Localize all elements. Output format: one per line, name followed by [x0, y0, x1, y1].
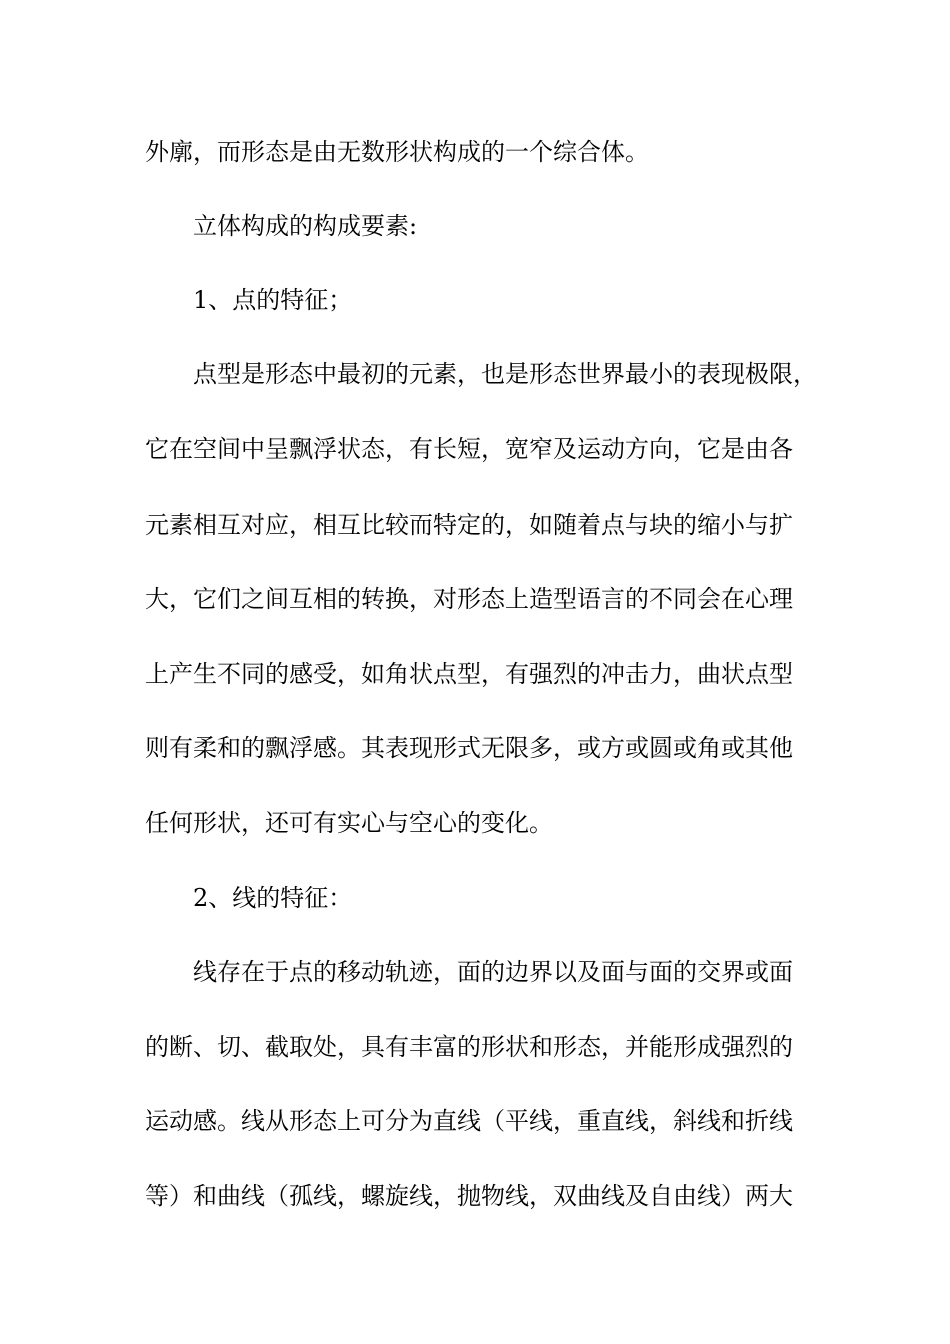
text-line-10: 任何形状，还可有实心与空心的变化。 — [145, 809, 553, 837]
text-line-14: 运动感。线从形态上可分为直线（平线，重直线，斜线和折线 — [145, 1107, 793, 1135]
text-line-11: 2、线的特征： — [193, 884, 353, 912]
text-line-1: 外廓，而形态是由无数形状构成的一个综合体。 — [145, 138, 649, 166]
text-line-15: 等）和曲线（孤线，螺旋线，抛物线，双曲线及自由线）两大 — [145, 1182, 793, 1210]
text-line-7: 大，它们之间互相的转换，对形态上造型语言的不同会在心理 — [145, 585, 793, 613]
text-line-12: 线存在于点的移动轨迹，面的边界以及面与面的交界或面 — [193, 958, 793, 986]
text-line-3: 1、点的特征； — [193, 286, 353, 314]
text-line-5: 它在空间中呈飘浮状态，有长短，宽窄及运动方向，它是由各 — [145, 435, 793, 463]
text-line-8: 上产生不同的感受，如角状点型，有强烈的冲击力，曲状点型 — [145, 660, 793, 688]
text-line-2: 立体构成的构成要素: — [193, 212, 418, 240]
text-line-13: 的断、切、截取处，具有丰富的形状和形态，并能形成强烈的 — [145, 1033, 793, 1061]
text-line-4: 点型是形态中最初的元素，也是形态世界最小的表现极限， — [193, 360, 817, 388]
text-line-6: 元素相互对应，相互比较而特定的，如随着点与块的缩小与扩 — [145, 511, 793, 539]
text-line-9: 则有柔和的飘浮感。其表现形式无限多，或方或圆或角或其他 — [145, 734, 793, 762]
